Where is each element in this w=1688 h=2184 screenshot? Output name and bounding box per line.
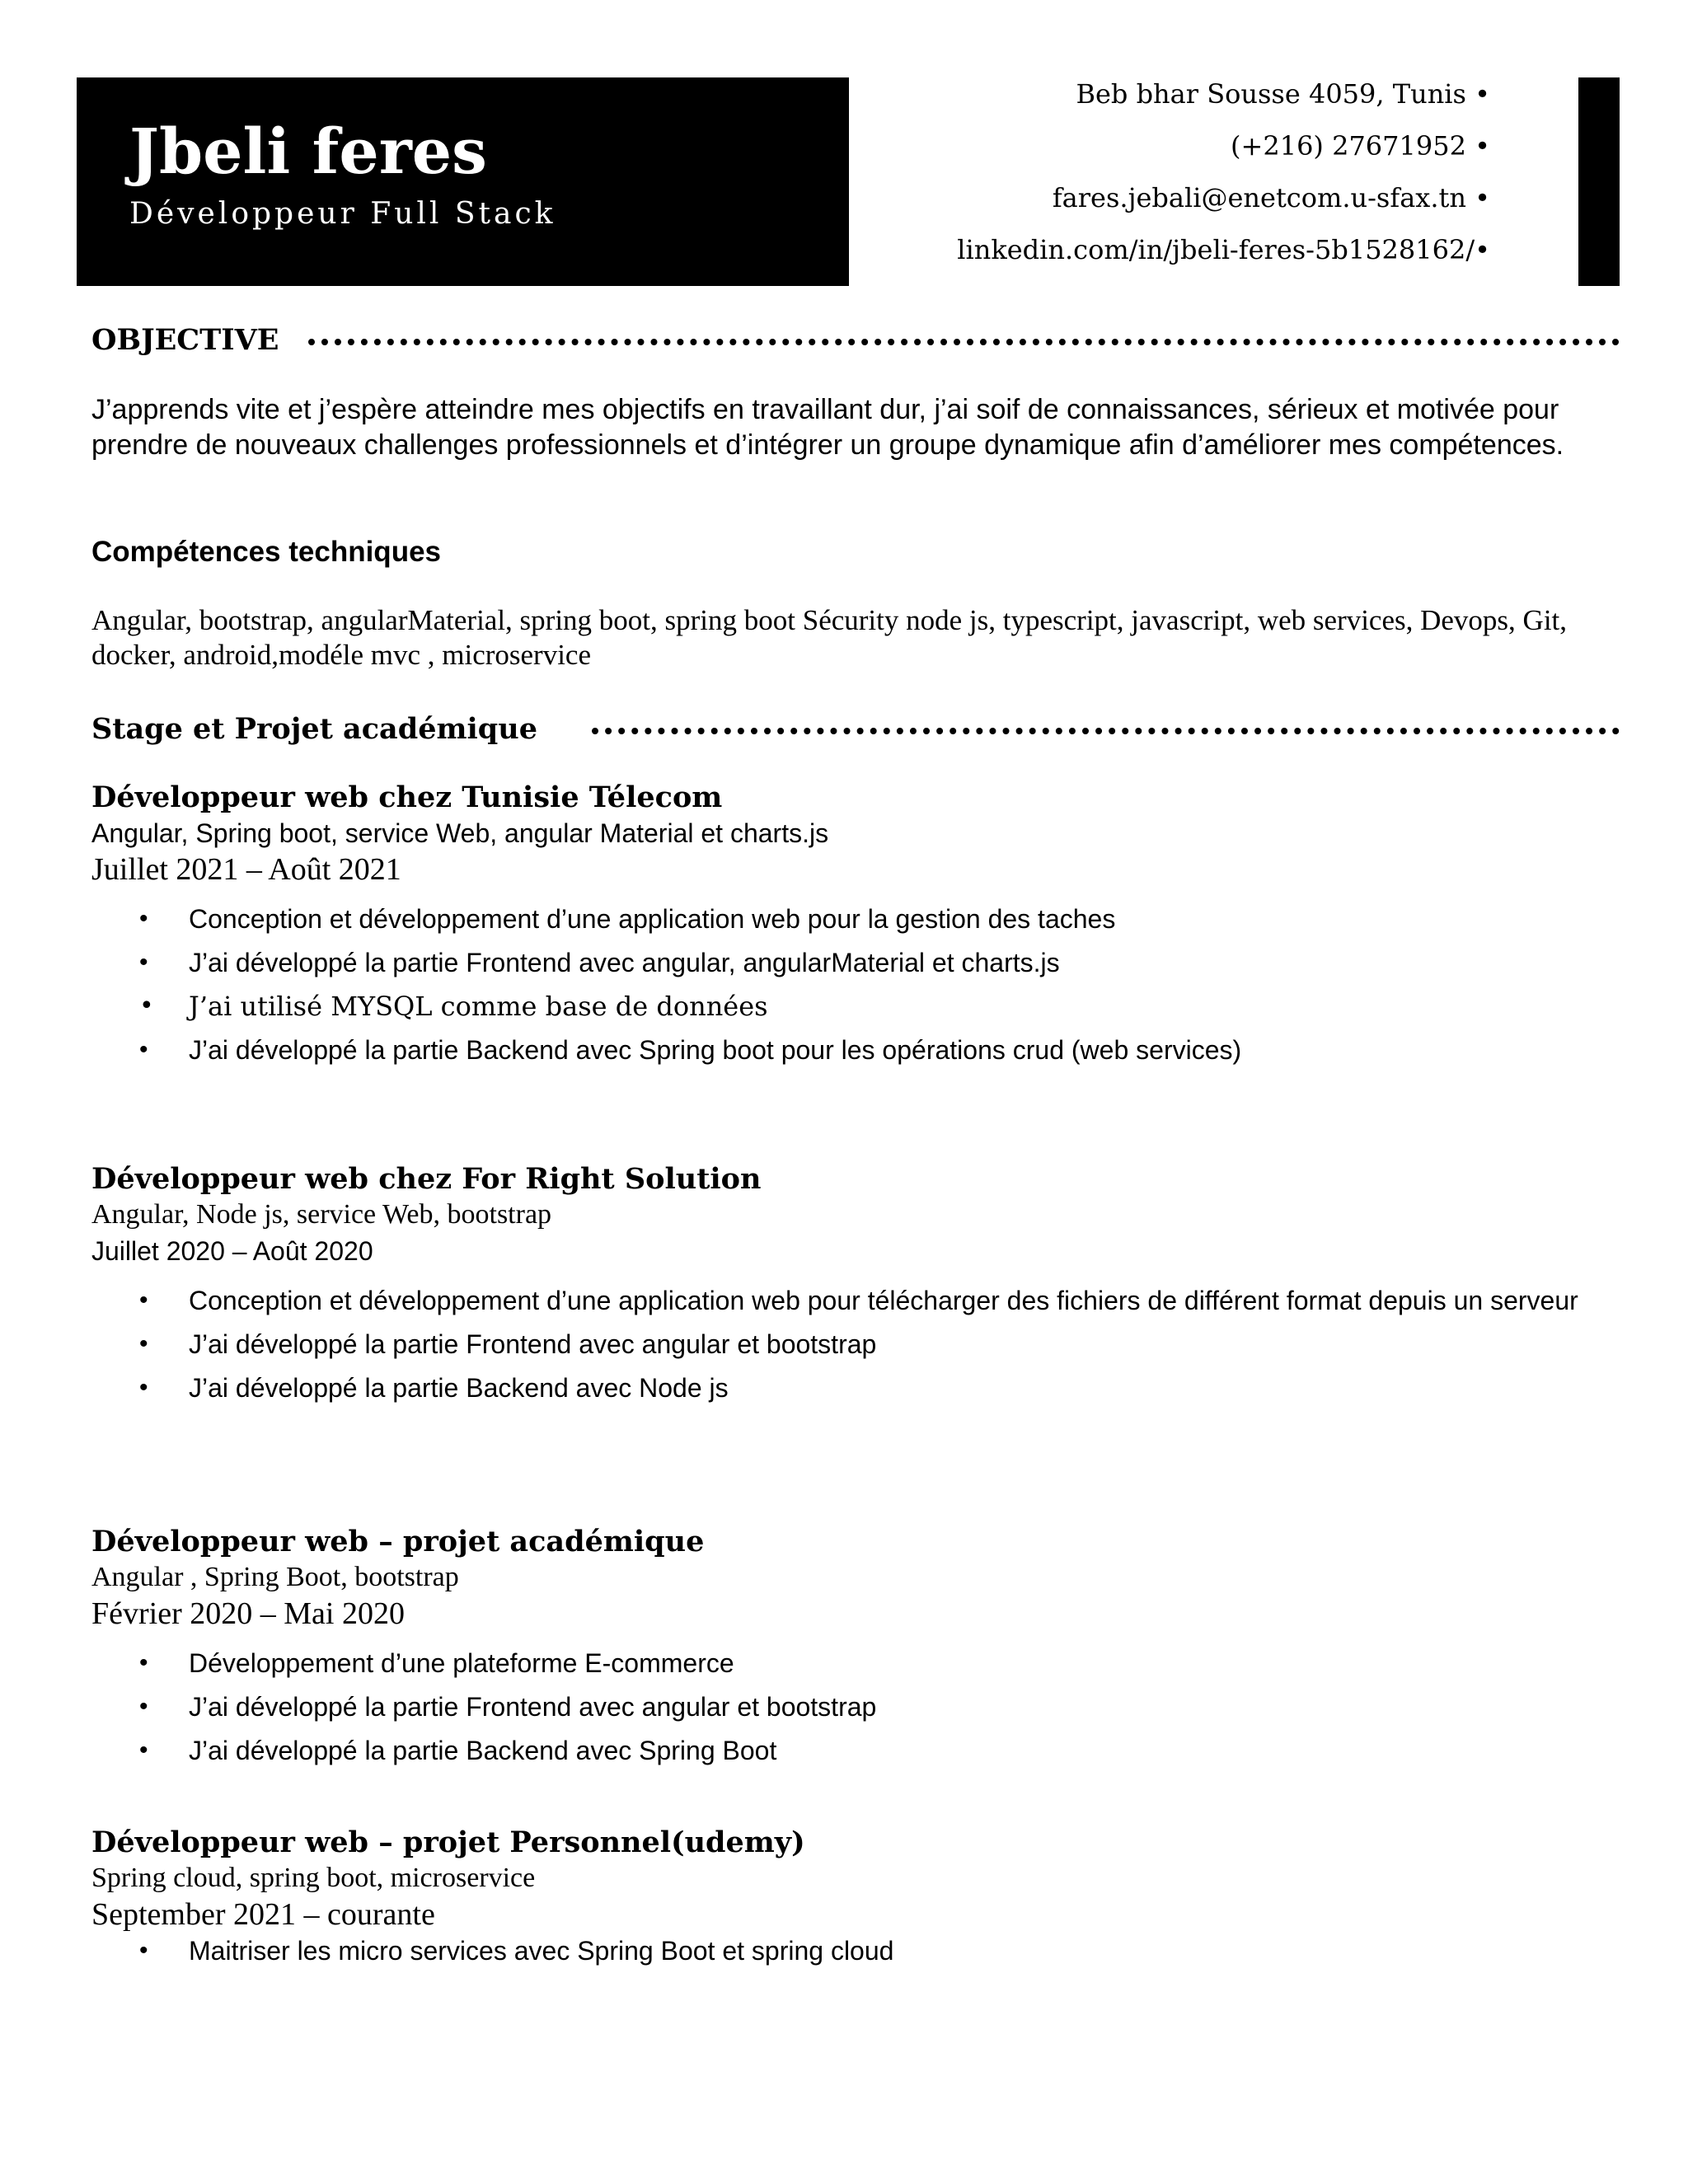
bullet-icon: • [139, 1330, 148, 1357]
job-date: Juillet 2021 – Août 2021 [91, 852, 401, 887]
contact-phone: (+216) 27671952 • [1231, 130, 1490, 162]
job-bullets [91, 1285, 1616, 1404]
list-item: • J’ai développé la partie Backend avec Spring Boot [139, 1736, 777, 1765]
contact-email[interactable]: fares.jebali@enetcom.u-sfax.tn • [1052, 182, 1490, 213]
bullet-icon: • [139, 991, 154, 1020]
job-tech: Angular , Spring Boot, bootstrap [91, 1562, 459, 1592]
section-title: Stage et Projet académique [91, 712, 537, 746]
bullet-icon: • [139, 1937, 148, 1964]
objective-text: J’apprends vite et j’espère atteindre mes objectifs en travaillant dur, j’ai soif de connaissances, sérieux et motivée pour prendre de nouveaux challenges professionnels et d’intégrer un groupe dynamique afin d’améliorer mes compétences. [91, 394, 1564, 461]
contact-address: Beb bhar Sousse 4059, Tunis • [1076, 78, 1490, 110]
list-item: • J’ai développé la partie Frontend avec angular, angularMaterial et charts.js [139, 948, 1060, 977]
bullet-icon: • [139, 1374, 148, 1401]
job-date: Juillet 2020 – Août 2020 [91, 1236, 373, 1266]
bullet-icon: • [139, 1286, 148, 1314]
job-entry [91, 1161, 1616, 1416]
job-tech: Spring cloud, spring boot, microservice [91, 1863, 536, 1893]
job-title: Développeur web – projet Personnel(udemy) [91, 1825, 805, 1859]
job-tech: Angular, Spring boot, service Web, angular Material et charts.js [91, 818, 829, 848]
section-header-objective [91, 323, 1620, 357]
dotted-rule [592, 728, 1620, 734]
job-entry [91, 1524, 1616, 1779]
section-header-experience [91, 712, 1620, 746]
job-title: Développeur web – projet académique [91, 1525, 705, 1558]
list-item: • J’ai développé la partie Frontend avec angular et bootstrap [139, 1329, 877, 1359]
list-item: • Conception et développement d’une application web pour la gestion des taches [139, 904, 1116, 934]
list-item: • Conception et développement d’une application web pour télécharger des fichiers de différent format depuis un serveur [139, 1286, 1578, 1315]
decorative-bar [1578, 77, 1620, 286]
bullet-icon: • [139, 1736, 148, 1764]
skills-title: Compétences techniques [91, 536, 441, 568]
contact-info [957, 74, 1490, 282]
bullet-icon: • [139, 1036, 148, 1063]
dotted-rule [308, 339, 1620, 345]
job-bullets [91, 1647, 1616, 1766]
job-title: Développeur web chez For Right Solution [91, 1162, 762, 1196]
name-banner [77, 77, 849, 286]
bullet-icon: • [139, 905, 148, 932]
list-item: • J’ai développé la partie Backend avec Spring boot pour les opérations crud (web services) [139, 1035, 1242, 1065]
candidate-name: Jbeli feres [129, 115, 487, 188]
list-item: • Maitriser les micro services avec Spring Boot et spring cloud [139, 1936, 894, 1966]
contact-linkedin[interactable]: linkedin.com/in/jbeli-feres-5b1528162/• [957, 234, 1490, 265]
job-entry [91, 1825, 1616, 1979]
bullet-icon: • [139, 1693, 148, 1720]
job-date: September 2021 – courante [91, 1897, 435, 1932]
job-date: Février 2020 – Mai 2020 [91, 1596, 405, 1631]
job-entry [91, 780, 1616, 1078]
job-tech: Angular, Node js, service Web, bootstrap [91, 1199, 552, 1230]
list-item: • J’ai développé la partie Backend avec Node js [139, 1373, 729, 1403]
list-item: • J’ai utilisé MYSQL comme base de données [139, 991, 768, 1022]
list-item: • J’ai développé la partie Frontend avec angular et bootstrap [139, 1692, 877, 1722]
list-item: • Développement d’une plateforme E-commerce [139, 1648, 734, 1678]
bullet-icon: • [139, 1649, 148, 1676]
bullet-icon: • [139, 949, 148, 976]
candidate-role: Développeur Full Stack [129, 197, 556, 231]
section-title: OBJECTIVE [91, 323, 279, 357]
job-bullets [91, 903, 1616, 1066]
skills-text: Angular, bootstrap, angularMaterial, spring boot, spring boot Sécurity node js, typescript, javascript, web services, Devops, Git, docker, android,modéle mvc , microservice [91, 604, 1568, 671]
job-title: Développeur web chez Tunisie Télecom [91, 780, 723, 814]
job-bullets [91, 1935, 1616, 1966]
